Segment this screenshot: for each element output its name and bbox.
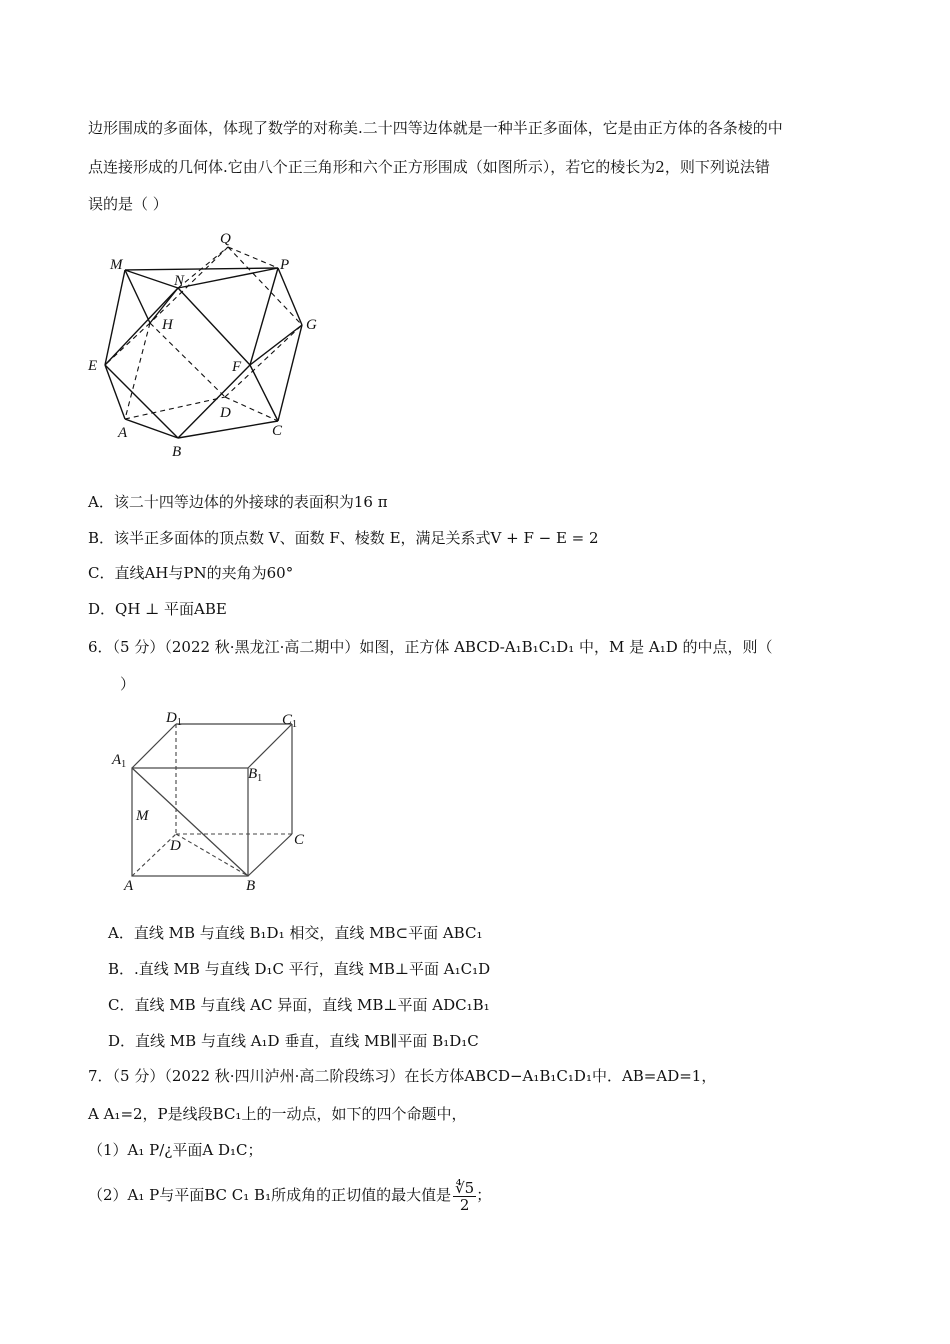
q7-stem-2: A A₁=2，P是线段BC₁上的一动点，如下的四个命题中， <box>88 1105 467 1123</box>
label-G: G <box>306 317 317 333</box>
q7-stem: 7．（5 分）（2022 秋·四川泸州·高二阶段练习）在长方体ABCD−A₁B₁C₁D₁中．AB=AD=1， <box>88 1067 717 1085</box>
label-A1: $A_1$ <box>112 752 127 770</box>
q7-item-1: （1）A₁ P/¿平面A D₁C； <box>88 1141 263 1159</box>
polyhedron-figure <box>80 225 330 465</box>
label-C1: $C_1$ <box>282 712 298 730</box>
fraction-numerator: ∜5 <box>455 1178 475 1197</box>
label-M: M <box>110 257 123 273</box>
label-C: C <box>272 423 283 439</box>
intro-line-1: 边形围成的多面体，体现了数学的对称美.二十四等边体就是一种半正多面体，它是由正方体的各条棱的中 <box>88 119 783 137</box>
q6-option-d: D．直线 MB 与直线 A₁D 垂直，直线 MB∥平面 B₁D₁C <box>108 1032 479 1050</box>
q6-option-b: B．.直线 MB 与直线 D₁C 平行，直线 MB⊥平面 A₁C₁D <box>108 960 491 978</box>
label-B: B <box>172 444 182 460</box>
label-H: H <box>162 317 173 333</box>
intro-line-3: 误的是（ ） <box>88 195 168 213</box>
label-D: D <box>170 838 181 854</box>
q7-item-2-text: （2）A₁ P与平面BC C₁ B₁所成角的正切值的最大值是 <box>88 1186 452 1204</box>
fraction <box>453 1180 476 1213</box>
q6-option-c: C．直线 MB 与直线 AC 异面，直线 MB⊥平面 ADC₁B₁ <box>108 996 490 1014</box>
label-P: P <box>280 257 290 273</box>
q6-stem: 6．（5 分）（2022 秋·黑龙江·高二期中）如图，正方体 ABCD‐A₁B₁C₁D₁ 中，M 是 A₁D 的中点，则（ <box>88 638 773 656</box>
label-E: E <box>88 358 98 374</box>
label-Q: Q <box>220 231 231 247</box>
label-C: C <box>294 832 305 848</box>
label-B1: $B_1$ <box>248 766 263 784</box>
q7-item-2-end: ； <box>476 1186 492 1204</box>
intro-line-2: 点连接形成的几何体.它由八个正三角形和六个正方形围成（如图所示），若它的棱长为2，则下列说法错 <box>88 158 770 176</box>
label-D: D <box>220 405 231 421</box>
q6-option-a: A．直线 MB 与直线 B₁D₁ 相交，直线 MB⊂平面 ABC₁ <box>108 924 483 942</box>
label-D1: $D_1$ <box>166 710 182 728</box>
q7-item-2 <box>88 1178 491 1213</box>
label-B: B <box>246 878 256 894</box>
q5-option-a: A．该二十四等边体的外接球的表面积为16 π <box>88 493 388 511</box>
q5-option-d: D．QH ⊥ 平面ABE <box>88 600 227 618</box>
label-A: A <box>118 425 128 441</box>
label-F: F <box>232 359 242 375</box>
q5-option-b: B．该半正多面体的顶点数 V、面数 F、棱数 E，满足关系式V + F − E = 2 <box>88 529 599 547</box>
label-A: A <box>124 878 134 894</box>
fraction-denominator: 2 <box>459 1195 470 1214</box>
q6-stem-cont: ） <box>120 675 136 693</box>
label-M: M <box>136 808 149 824</box>
cube-figure <box>100 702 330 902</box>
q5-option-c: C．直线AH与PN的夹角为60° <box>88 564 294 582</box>
label-N: N <box>174 273 185 289</box>
